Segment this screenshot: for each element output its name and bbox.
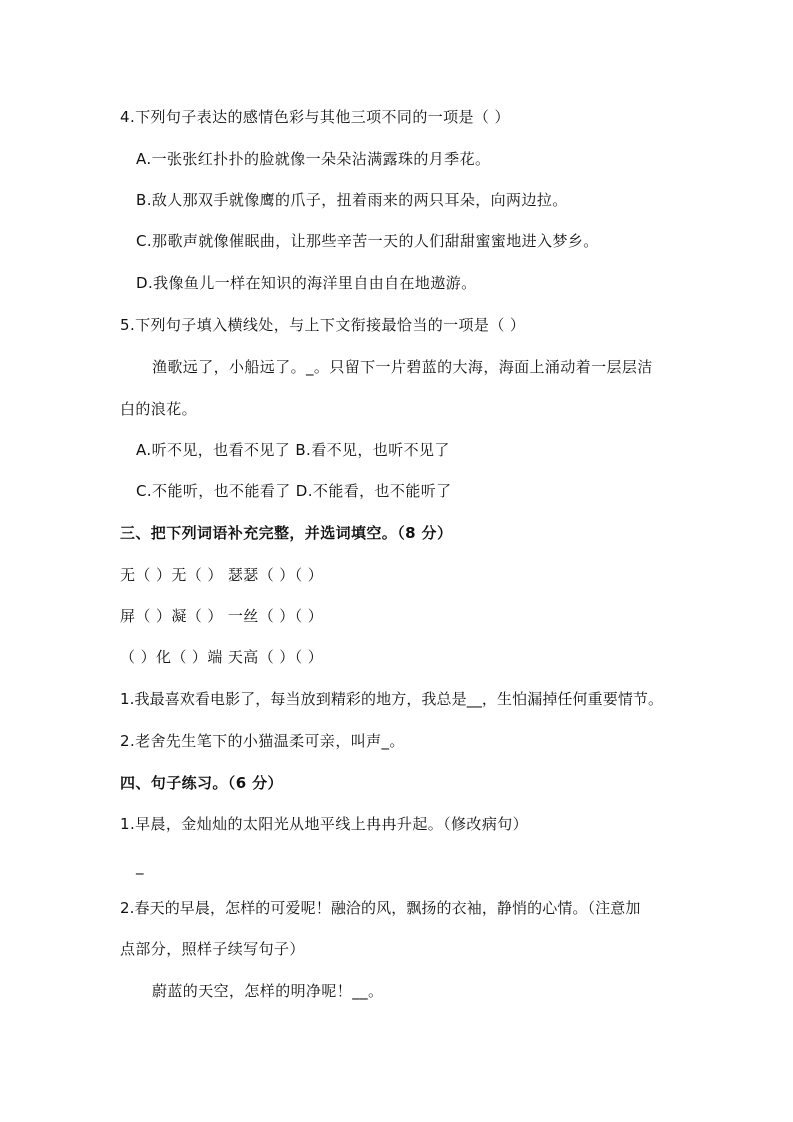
q5-options-row1: A.听不见，也看不见了 B.看不见，也听不见了 xyxy=(136,441,450,459)
q5-passage-blank: _ xyxy=(306,358,314,376)
section4-question-2-line1: 2.春天的早晨，怎样的可爱呢！融洽的风，飘扬的衣袖，静悄的心情。（注意加 xyxy=(120,899,641,917)
q4-option-d: D.我像鱼儿一样在知识的海洋里自由自在地遨游。 xyxy=(136,274,477,292)
q5-options-row2: C.不能听，也不能看了 D.不能看，也不能听了 xyxy=(136,482,452,500)
section4-q2-prompt-blank: __ xyxy=(352,982,369,1000)
q4-option-b: B.敌人那双手就像鹰的爪子，扭着雨来的两只耳朵，向两边拉。 xyxy=(136,191,568,209)
q4-option-a: A.一张张红扑扑的脸就像一朵朵沾满露珠的月季花。 xyxy=(136,150,491,168)
section4-q2-prompt-after: 。 xyxy=(368,982,384,1000)
q5-passage-before: 渔歌远了，小船远了。 xyxy=(152,358,307,376)
q5-stem: 5.下列句子填入横线处，与上下文衔接最恰当的一项是（ ） xyxy=(120,316,526,334)
section3-question-1 xyxy=(120,689,663,709)
section3-q1-before: 1.我最喜欢看电影了，每当放到精彩的地方，我总是 xyxy=(120,690,467,708)
section4-q1-answer-blank: _ xyxy=(136,857,144,875)
q5-passage xyxy=(152,357,653,377)
section3-word-row-2: 屏（ ）凝（ ） 一丝（ ）（ ） xyxy=(120,607,324,625)
q4-option-c: C.那歌声就像催眠曲，让那些辛苦一天的人们甜甜蜜蜜地进入梦乡。 xyxy=(136,232,599,250)
section3-word-row-3: （ ）化（ ）端 天高（ ）（ ） xyxy=(120,648,324,666)
section4-q2-prompt xyxy=(152,981,383,1001)
q5-passage-line2: 白的浪花。 xyxy=(120,400,198,418)
section3-question-2 xyxy=(120,731,405,751)
section3-q2-blank: _ xyxy=(381,732,390,750)
section3-q2-before: 2.老舍先生笔下的小猫温柔可亲，叫声 xyxy=(120,732,382,750)
section3-q1-after: ，生怕漏掉任何重要情节。 xyxy=(481,690,664,708)
section3-q2-after: 。 xyxy=(389,732,405,750)
section3-word-row-1: 无（ ）无（ ） 瑟瑟（ ）（ ） xyxy=(120,566,324,584)
section4-q2-prompt-before: 蔚蓝的天空，怎样的明净呢！ xyxy=(152,982,353,1000)
q5-passage-after: 。只留下一片碧蓝的大海，海面上涌动着一层层洁 xyxy=(313,358,653,376)
section4-heading: 四、句子练习。（6 分） xyxy=(120,774,283,792)
q4-stem: 4.下列句子表达的感情色彩与其他三项不同的一项是（ ） xyxy=(120,108,510,126)
section4-question-1: 1.早晨，金灿灿的太阳光从地平线上冉冉升起。（修改病句） xyxy=(120,815,529,833)
section3-q1-blank: __ xyxy=(466,690,482,708)
section4-question-2-line2: 点部分，照样子续写句子） xyxy=(120,940,305,958)
section3-heading: 三、把下列词语补充完整，并选词填空。（8 分） xyxy=(120,524,453,542)
